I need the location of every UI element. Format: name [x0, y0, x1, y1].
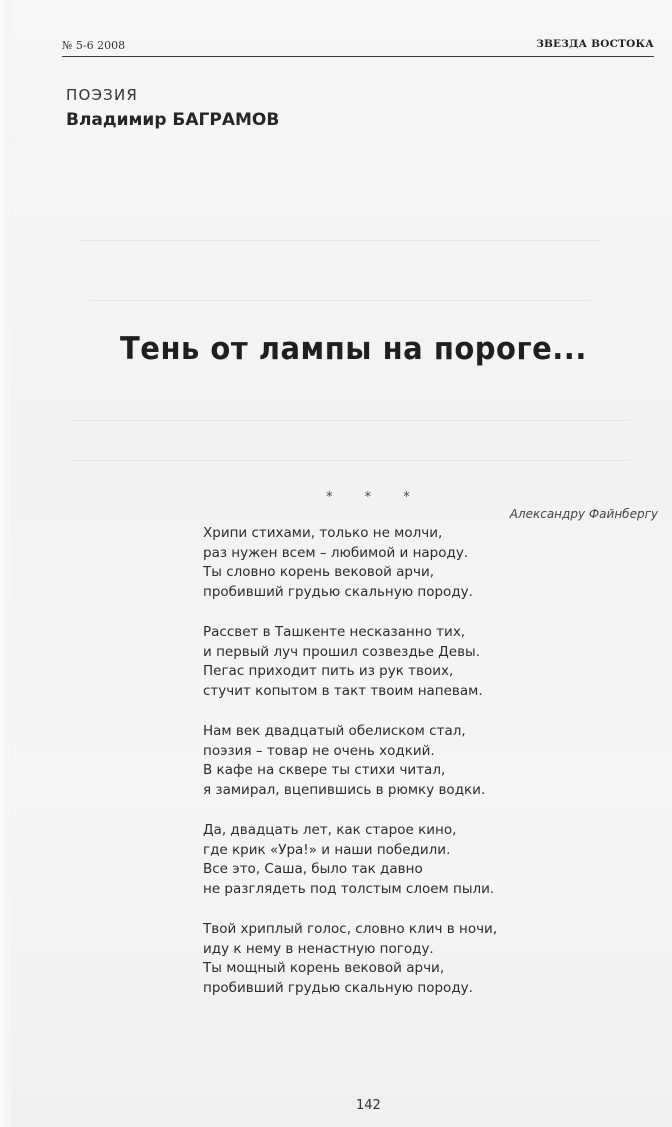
- poem-line: стучит копытом в такт твоим напевам.: [203, 682, 483, 699]
- section-label: ПОЭЗИЯ: [66, 86, 139, 104]
- asterism: * * *: [326, 490, 424, 505]
- poem-line: не разглядеть под толстым слоем пыли.: [203, 880, 495, 897]
- author-name: Владимир БАГРАМОВ: [66, 110, 280, 130]
- running-header: [62, 38, 654, 57]
- stanza: [203, 722, 603, 800]
- stanza: [203, 623, 603, 701]
- stanza: [203, 821, 603, 899]
- show-through-line: [80, 240, 600, 241]
- poem-line: Да, двадцать лет, как старое кино,: [203, 822, 457, 838]
- dedication: Александру Файнбергу: [509, 507, 658, 521]
- poem-line: я замирал, вцепившись в рюмку водки.: [203, 781, 486, 798]
- show-through-line: [70, 420, 630, 421]
- poem-line: Ты мощный корень вековой арчи,: [203, 960, 445, 976]
- poem-body: [203, 524, 603, 1019]
- poem-line: Нам век двадцатый обелиском стал,: [203, 723, 466, 739]
- poem-line: где крик «Ура!» и наши победили.: [203, 841, 451, 858]
- poem-line: раз нужен всем – любимой и народу.: [203, 544, 469, 561]
- page-number: 142: [356, 1098, 381, 1113]
- poem-line: Рассвет в Ташкенте несказанно тих,: [203, 624, 466, 640]
- stanza: [203, 524, 603, 602]
- show-through-line: [90, 300, 590, 301]
- poem-line: Пегас приходит пить из рук твоих,: [203, 663, 454, 679]
- show-through-line: [70, 460, 630, 461]
- scan-edge: [0, 0, 12, 1127]
- poem-line: Твой хриплый голос, словно клич в ночи,: [203, 921, 498, 937]
- poem-line: Все это, Саша, было так давно: [203, 861, 423, 877]
- poem-title: Тень от лампы на пороге...: [120, 330, 587, 367]
- stanza: [203, 920, 603, 998]
- issue-number: № 5-6 2008: [62, 39, 126, 52]
- poem-line: Хрипи стихами, только не молчи,: [203, 525, 443, 541]
- poem-line: иду к нему в ненастную погоду.: [203, 940, 434, 957]
- poem-line: пробивший грудью скальную породу.: [203, 979, 473, 996]
- poem-line: В кафе на сквере ты стихи читал,: [203, 762, 446, 778]
- poem-line: пробивший грудью скальную породу.: [203, 583, 473, 600]
- poem-line: Ты словно корень вековой арчи,: [203, 564, 435, 580]
- magazine-name: ЗВЕЗДА ВОСТОКА: [536, 38, 654, 50]
- poem-line: поэзия – товар не очень ходкий.: [203, 742, 435, 759]
- poem-line: и первый луч прошил созвездье Девы.: [203, 643, 480, 660]
